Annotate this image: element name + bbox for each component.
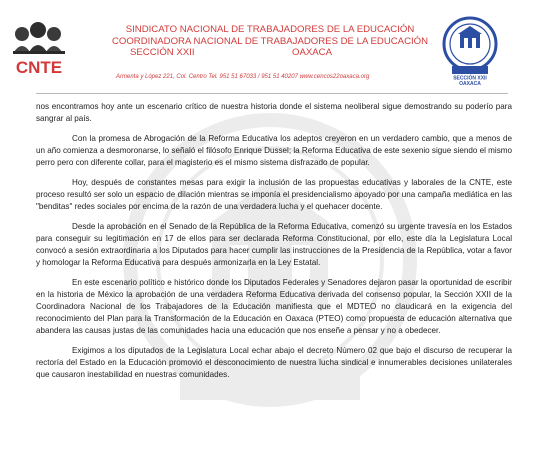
cnte-logo-text: CNTE	[15, 58, 63, 77]
coordinator-name: COORDINADORA NACIONAL DE TRABAJADORES DE LA EDUCACIÓN	[111, 35, 429, 47]
contact-info: Armenta y López 221, Col. Centro Tel. 951 51 67033 / 951 51 40207 www.cencos22oaxaca.org	[116, 74, 370, 80]
state-label: OAXACA	[292, 47, 332, 58]
paragraph: En este escenario político e histórico donde los Diputados Federales y Senadores dejaron pasar la oportunidad de escribir en la historia de México la aprobación de una verdadera Reforma Educativa derivada del consenso popular, la Sección XXII de la Coordinadora Nacional de los Trabajadores de la Educación manifiesta que el MDTEO no claudicará en la exigencia del reconocimiento del Plan para la Transformación de la Educación en Oaxaca (PTEO) como propuesta de educación alternativa que abandera las causas justas de las comunidades hacia una educación que nos enseñe a pensar y no a obedecer.	[36, 278, 512, 335]
section-label: SECCIÓN XXII	[130, 47, 195, 58]
letterhead-title	[100, 24, 440, 59]
paragraph: Desde la aprobación en el Senado de la República de la Reforma Educativa, comenzó su urgente travesía en los Estados para conseguir su legitimación en 17 de ellos para ser declarada Reforma Constitucional, por ello, este día la Legislatura Local convocó a sesión extraordinaria a los Diputados para hacer cumplir las instrucciones de la Presidencia de la República, votar a favor y homologar la Reforma Educativa para después armonizarla en la Ley Estatal.	[36, 222, 512, 267]
letterhead	[0, 0, 534, 100]
paragraph: Con la promesa de Abrogación de la Reforma Educativa los adeptos creyeron en un verdadero cambio, que a menos de un año comienza a desmoronarse, lo señaló el filósofo Enrique Dussel; la Reforma Educativa de este sexenio sigue siendo el mismo perro pero con diferente collar, para el magisterio es el mismo sistema disfrazado de popular.	[36, 134, 512, 167]
paragraph: Exigimos a los diputados de la Legislatura Local echar abajo el decreto Número 02 que bajo el discurso de recuperar la rectoría del Estado en la Educación promovió el desconocimiento de nuestra lucha sindical e innumerables decisiones unilaterales que causaron inestabilidad en nuestras comunidades.	[36, 346, 512, 379]
cnte-logo	[10, 18, 68, 80]
paragraph: nos encontramos hoy ante un escenario crítico de nuestra historia donde el sistema neoliberal sigue demostrando su poderío para sangrar al país.	[36, 102, 512, 123]
seal-subtext: OAXACA	[459, 81, 481, 86]
union-name: SINDICATO NACIONAL DE TRABAJADORES DE LA EDUCACIÓN	[125, 24, 415, 35]
paragraph: Hoy, después de constantes mesas para exigir la inclusión de las propuestas educativas y laborales de la CNTE, este proceso resultó ser solo un espacio de dilación mientras se imponía el presidencialismo apoyado por una campaña mediática en las "benditas" redes sociales por encima de la razón de una verdadera lucha y el quehacer docente.	[36, 178, 512, 211]
seccion-xxii-seal	[438, 16, 502, 86]
header-divider	[36, 93, 508, 94]
document-body	[36, 101, 512, 389]
seal-text: SECCIÓN XXII	[453, 75, 487, 82]
